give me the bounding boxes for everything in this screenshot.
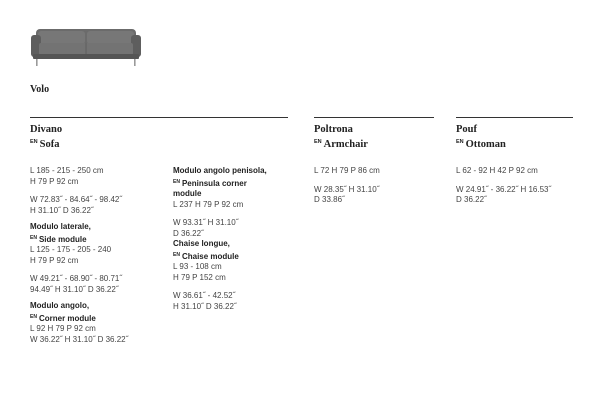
en-tag: EN	[456, 139, 464, 145]
module-en-name: Side module	[38, 234, 87, 244]
spec-line: L 125 - 175 - 205 - 240	[30, 245, 112, 254]
module-title: Chaise longue,	[173, 239, 230, 248]
section-heading	[314, 118, 434, 151]
poltrona-specs	[314, 166, 380, 206]
spec-line: L 62 - 92 H 42 P 92 cm	[456, 166, 538, 175]
en-tag: EN	[30, 139, 38, 145]
spec-line: W 93.31˝ H 31.10˝	[173, 218, 239, 227]
spec-line: W 49.21˝ - 68.90˝ - 80.71˝	[30, 274, 123, 283]
module-en-name: Peninsula corner	[181, 178, 247, 188]
section-title-en: Ottoman	[465, 139, 506, 150]
spec-line: W 36.22˝ H 31.10˝ D 36.22˝	[30, 334, 129, 344]
module-title: Modulo angolo,	[30, 301, 90, 310]
spec-line: L 237 H 79 P 92 cm	[173, 199, 244, 209]
spec-line: W 24.91˝ - 36.22˝ H 16.53˝	[456, 184, 552, 194]
en-tag: EN	[30, 234, 37, 241]
section-title-en: Sofa	[39, 139, 60, 150]
section-poltrona	[314, 117, 434, 151]
module-title-en	[173, 250, 267, 263]
spec-line: L 93 - 108 cm	[173, 262, 222, 271]
spec-line: L 72 H 79 P 86 cm	[314, 166, 380, 175]
section-title: Divano	[30, 124, 63, 135]
pouf-specs	[456, 166, 551, 206]
section-divano	[30, 117, 288, 151]
en-tag: EN	[173, 178, 180, 185]
divano-specs-col1	[30, 166, 128, 345]
module-en-name: Corner module	[38, 313, 96, 323]
spec-line: D 33.86˝	[314, 195, 345, 204]
section-heading	[30, 118, 288, 151]
spec-line: H 79 P 152 cm	[173, 272, 226, 282]
sofa-image	[30, 27, 142, 67]
en-tag: EN	[30, 313, 37, 320]
spec-line: L 185 - 215 - 250 cm	[30, 166, 104, 175]
module-title-en	[173, 177, 267, 190]
spec-line: H 31.10˝ D 36.22˝	[173, 301, 237, 311]
spec-line: H 79 P 92 cm	[30, 176, 79, 186]
spec-line: H 31.10˝ D 36.22˝	[30, 205, 94, 215]
module-title-en	[30, 233, 128, 246]
module-title: Modulo laterale,	[30, 222, 91, 231]
section-title: Poltrona	[314, 124, 353, 135]
spec-line: W 36.61˝ - 42.52˝	[173, 291, 236, 300]
module-en-name-cont: module	[173, 189, 202, 198]
spec-line: L 92 H 79 P 92 cm	[30, 324, 96, 333]
product-title: Volo	[30, 84, 50, 95]
spec-line: 94.49˝ H 31.10˝ D 36.22˝	[30, 284, 119, 294]
section-pouf	[456, 117, 573, 151]
spec-line: W 72.83˝ - 84.64˝ - 98.42˝	[30, 195, 123, 204]
en-tag: EN	[173, 251, 180, 258]
section-heading	[456, 118, 573, 151]
module-title: Modulo angolo penisola,	[173, 166, 267, 175]
spec-line: D 36.22˝	[456, 195, 487, 204]
module-en-name: Chaise module	[181, 251, 239, 261]
spec-line: H 79 P 92 cm	[30, 255, 79, 265]
divano-specs-col2	[173, 166, 267, 312]
section-title-en: Armchair	[323, 139, 368, 150]
module-title-en	[30, 312, 128, 325]
en-tag: EN	[314, 139, 322, 145]
spec-line: W 28.35˝ H 31.10˝	[314, 184, 380, 194]
spec-line: D 36.22˝	[173, 228, 204, 238]
section-title: Pouf	[456, 124, 477, 135]
